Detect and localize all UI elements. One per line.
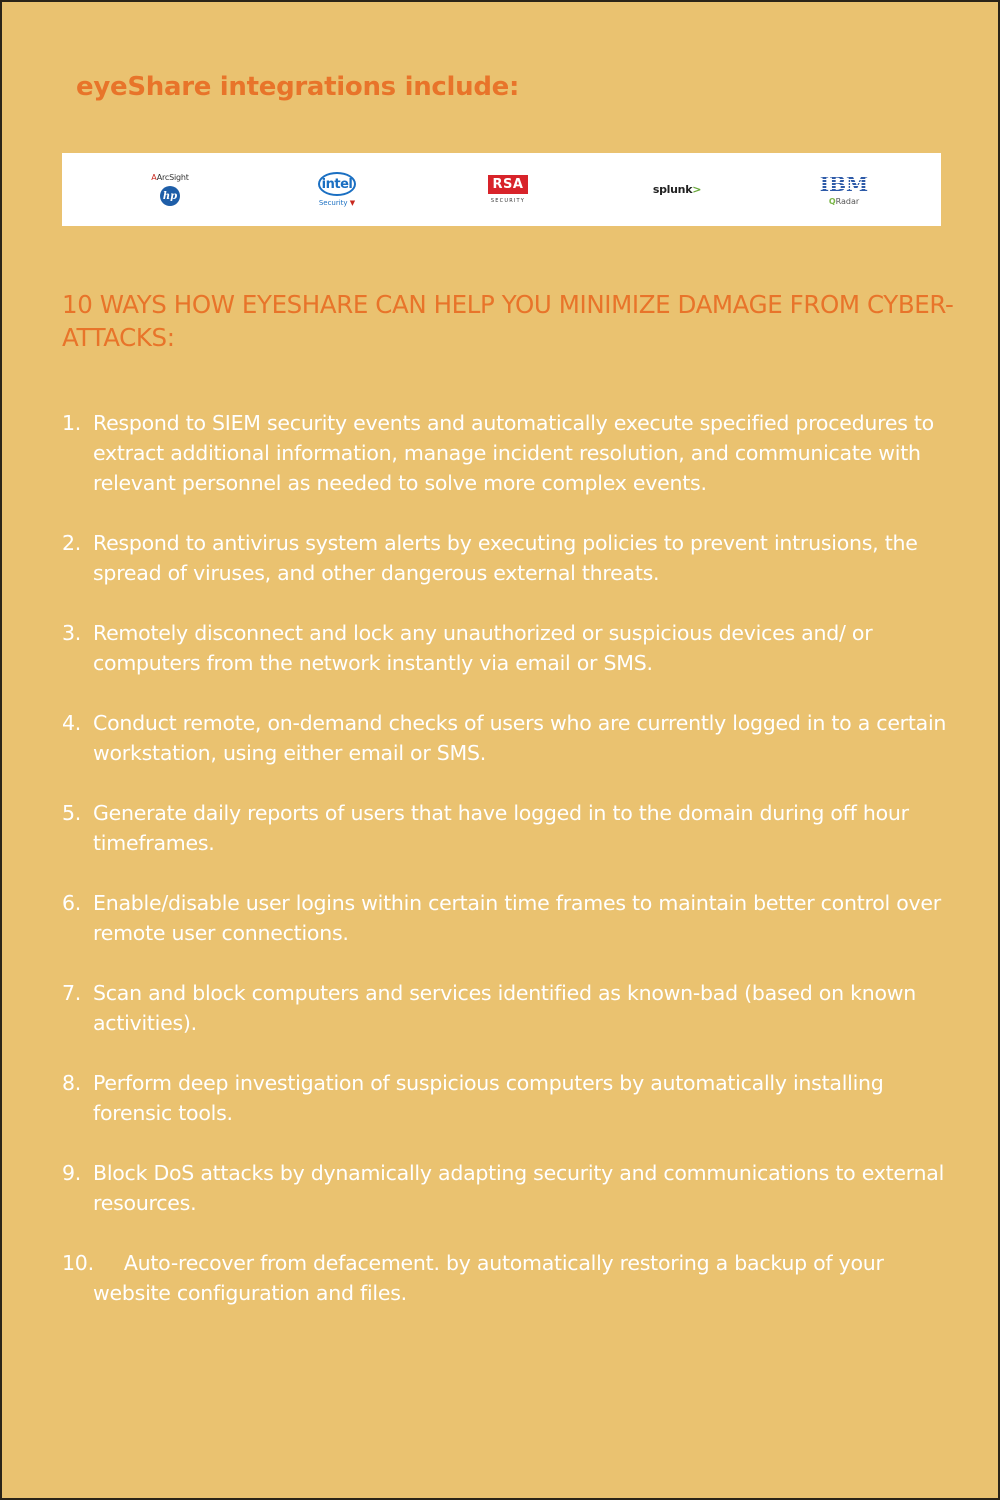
integrations-title: eyeShare integrations include: (76, 72, 520, 102)
list-item (62, 528, 957, 588)
list-item-text: Conduct remote, on-demand checks of users who are currently logged in to a certain workstation, using either email or SMS. (93, 711, 947, 765)
list-item-number: 10. (62, 1251, 94, 1275)
list-item-number: 2. (62, 531, 82, 555)
list-item-text: Generate daily reports of users that have logged in to the domain during off hour timeframes. (93, 801, 909, 855)
integrations-logo-strip (62, 153, 941, 226)
ways-list (62, 408, 957, 1338)
list-item (62, 978, 957, 1038)
arcsight-label: ArcSight (156, 173, 189, 182)
ibm-wordmark: IBM (819, 171, 869, 196)
list-item (62, 1248, 957, 1308)
list-item (62, 408, 957, 498)
ways-heading: 10 WAYS HOW EYESHARE CAN HELP YOU MINIMIZE DAMAGE FROM CYBER-ATTACKS: (62, 290, 954, 352)
list-item-number: 9. (62, 1161, 82, 1185)
list-item-text: Enable/disable user logins within certain time frames to maintain better control over remote user connections. (93, 891, 941, 945)
qradar-q-icon: Q (828, 196, 836, 206)
list-item (62, 618, 957, 678)
list-item-number: 5. (62, 801, 82, 825)
ibm-qradar-logo (814, 153, 874, 226)
intel-security-logo (307, 153, 367, 226)
qradar-label: QRadar (828, 196, 860, 206)
splunk-logo (647, 153, 707, 226)
hp-logo-icon: hp (160, 186, 180, 206)
rsa-security-label: SECURITY (490, 198, 526, 204)
list-item-number: 7. (62, 981, 82, 1005)
list-item-number: 3. (62, 621, 82, 645)
shield-icon: ▼ (349, 199, 356, 207)
list-item-text: Scan and block computers and services identified as known-bad (based on known activities). (93, 981, 917, 1035)
arcsight-wordmark: AArcSight (151, 173, 189, 182)
list-item-number: 4. (62, 711, 82, 735)
rsa-security-logo (478, 153, 538, 226)
list-item-text: Block DoS attacks by dynamically adapting security and communications to external resources. (93, 1161, 945, 1215)
list-item-text: Respond to SIEM security events and automatically execute specified procedures to extract additional information, manage incident resolution, and communicate with relevant personnel as needed to solve more complex events. (93, 411, 934, 495)
arcsight-hp-logo (140, 153, 200, 226)
list-item (62, 708, 957, 768)
list-item (62, 1158, 957, 1218)
list-item-number: 8. (62, 1071, 82, 1095)
list-item (62, 1068, 957, 1128)
splunk-wordmark: splunk> (652, 183, 702, 196)
list-item-text: Respond to antivirus system alerts by executing policies to prevent intrusions, the spread of viruses, and other dangerous external threats. (93, 531, 918, 585)
intel-wordmark: intel (318, 172, 356, 196)
list-item-number: 1. (62, 411, 82, 435)
list-item-text: Auto-recover from defacement. by automatically restoring a backup of your website configuration and files. (93, 1251, 884, 1305)
list-item-text: Perform deep investigation of suspicious computers by automatically installing forensic tools. (93, 1071, 884, 1125)
list-item-text: Remotely disconnect and lock any unauthorized or suspicious devices and/ or computers from the network instantly via email or SMS. (93, 621, 873, 675)
rsa-wordmark: RSA (488, 175, 529, 194)
chevron-right-icon: > (692, 183, 702, 196)
list-item (62, 798, 957, 858)
list-item (62, 888, 957, 948)
intel-security-label: Security ▼ (318, 199, 356, 207)
list-item-number: 6. (62, 891, 82, 915)
